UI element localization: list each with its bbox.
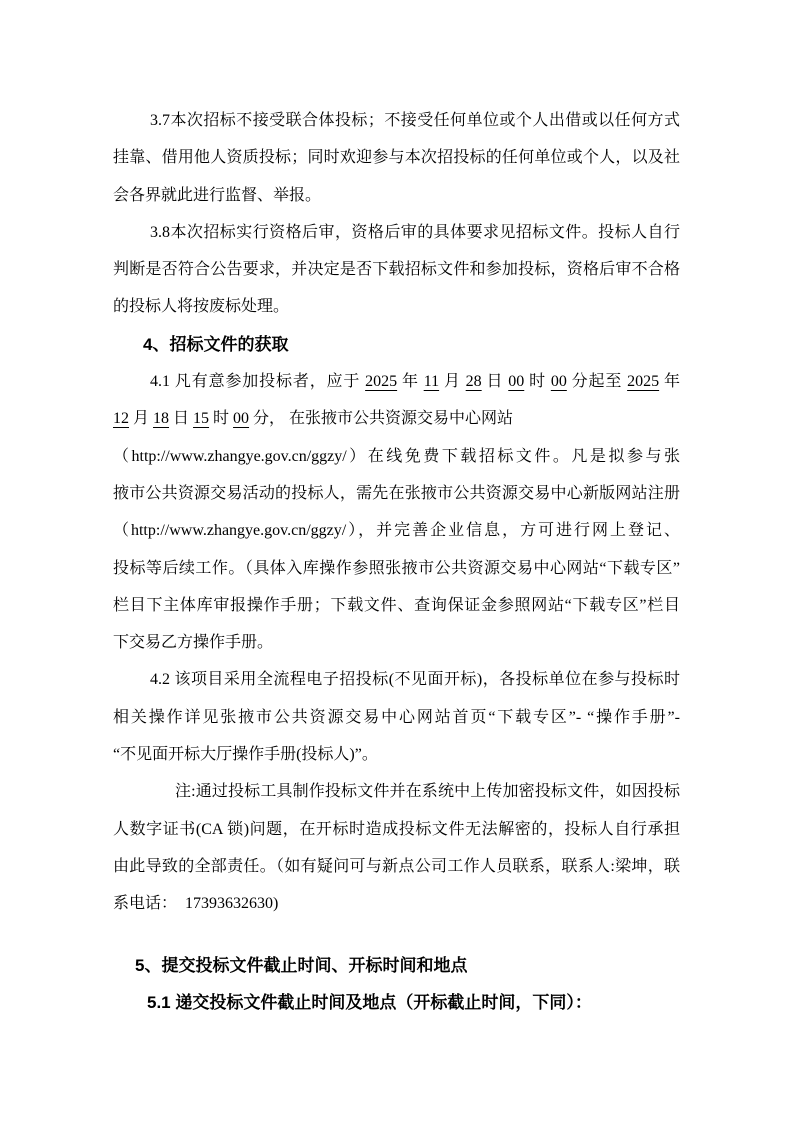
text-segment: “不见面开标大厅操作手册(投标人)”。 bbox=[113, 746, 378, 764]
text-segment: 时 bbox=[524, 373, 551, 391]
text-line bbox=[113, 885, 680, 922]
underlined-value: 2025 bbox=[627, 373, 660, 391]
text-segment: 的投标人将按废标处理。 bbox=[113, 298, 290, 316]
text-segment: 年 bbox=[659, 373, 680, 391]
text-segment: 人数字证书(CA 锁)问题，在开标时造成投标文件无法解密的，投标人自行承担 bbox=[113, 820, 680, 838]
text-line bbox=[113, 984, 680, 1021]
text-segment: 由此导致的全部责任。（如有疑问可与新点公司工作人员联系，联系人:梁坤，联 bbox=[113, 857, 680, 875]
underlined-value: 2025 bbox=[365, 373, 398, 391]
text-segment: 时 bbox=[209, 410, 234, 428]
paragraph-3-8 bbox=[113, 214, 680, 326]
paragraph-4-1 bbox=[113, 363, 680, 661]
text-line bbox=[113, 326, 680, 363]
heading-5 bbox=[113, 947, 680, 984]
paragraph-3-7 bbox=[113, 102, 680, 214]
text-segment: 注:通过投标工具制作投标文件并在系统中上传加密投标文件，如因投标 bbox=[175, 783, 680, 801]
text-segment: 月 bbox=[129, 410, 154, 428]
text-segment: 挂靠、借用他人资质投标；同时欢迎参与本次招投标的任何单位或个人，以及社 bbox=[113, 149, 680, 167]
text-segment: 会各界就此进行监督、举报。 bbox=[113, 186, 322, 204]
paragraph-4-2 bbox=[113, 661, 680, 773]
text-segment: 月 bbox=[439, 373, 466, 391]
text-segment: 分起至 bbox=[566, 373, 628, 391]
text-line bbox=[113, 699, 680, 736]
text-segment: 掖市公共资源交易活动的投标人，需先在张掖市公共资源交易中心新版网站注册 bbox=[113, 484, 680, 502]
underlined-value: 15 bbox=[193, 410, 210, 428]
text-line bbox=[113, 550, 680, 587]
text-line bbox=[113, 512, 680, 549]
underlined-value: 11 bbox=[423, 373, 440, 391]
text-line bbox=[113, 773, 680, 810]
text-segment: （http://www.zhangye.gov.cn/ggzy/），并完善企业信息，方可进行网上登记、 bbox=[113, 522, 680, 540]
underlined-value: 00 bbox=[233, 410, 250, 428]
text-line bbox=[113, 102, 680, 139]
text-segment: 日 bbox=[169, 410, 194, 428]
text-line bbox=[113, 214, 680, 251]
underlined-value: 00 bbox=[508, 373, 525, 391]
text-segment: 投标等后续工作。（具体入库操作参照张掖市公共资源交易中心网站“下载专区” bbox=[113, 559, 680, 577]
text-line bbox=[113, 363, 680, 400]
heading-5-1 bbox=[113, 984, 680, 1021]
underlined-value: 18 bbox=[153, 410, 170, 428]
text-segment: （http://www.zhangye.gov.cn/ggzy/）在线免费下载招标文件。凡是拟参与张 bbox=[113, 447, 680, 465]
text-segment: 5、提交投标文件截止时间、开标时间和地点 bbox=[135, 955, 468, 975]
text-line bbox=[113, 848, 680, 885]
underlined-value: 12 bbox=[113, 410, 129, 428]
text-segment: 系电话： 17393632630) bbox=[113, 895, 279, 913]
text-segment: 4、招标文件的获取 bbox=[143, 334, 289, 354]
text-segment: 3.7本次招标不接受联合体投标；不接受任何单位或个人出借或以任何方式 bbox=[150, 112, 680, 129]
note-paragraph bbox=[113, 773, 680, 922]
text-line bbox=[113, 736, 680, 773]
text-segment: 相关操作详见张掖市公共资源交易中心网站首页“下载专区”- “操作手册”- bbox=[113, 708, 680, 726]
text-segment: 年 bbox=[397, 373, 424, 391]
text-segment: 4.1 凡有意参加投标者，应于 bbox=[150, 373, 366, 391]
text-segment: 日 bbox=[481, 373, 509, 391]
text-line bbox=[113, 661, 680, 698]
text-line bbox=[113, 475, 680, 512]
text-line bbox=[113, 587, 680, 624]
text-line bbox=[113, 811, 680, 848]
text-line bbox=[113, 288, 680, 325]
heading-4 bbox=[113, 326, 680, 363]
text-line bbox=[113, 139, 680, 176]
text-segment: 栏目下主体库审报操作手册；下载文件、查询保证金参照网站“下载专区”栏目 bbox=[113, 596, 680, 614]
text-line bbox=[113, 624, 680, 661]
text-segment: 3.8本次招标实行资格后审，资格后审的具体要求见招标文件。投标人自行 bbox=[150, 223, 680, 241]
underlined-value: 00 bbox=[550, 373, 567, 391]
text-segment: 下交易乙方操作手册。 bbox=[113, 634, 274, 652]
text-segment: 5.1 递交投标文件截止时间及地点（开标截止时间，下同）： bbox=[147, 992, 592, 1012]
text-segment: 分， 在张掖市公共资源交易中心网站 bbox=[249, 410, 514, 428]
text-line bbox=[113, 947, 680, 984]
text-line bbox=[113, 400, 680, 437]
text-segment: 判断是否符合公告要求，并决定是否下载招标文件和参加投标，资格后审不合格 bbox=[113, 261, 680, 279]
text-segment: 4.2 该项目采用全流程电子招投标(不见面开标)，各投标单位在参与投标时 bbox=[150, 671, 680, 689]
text-line bbox=[113, 251, 680, 288]
underlined-value: 28 bbox=[465, 373, 482, 391]
text-line bbox=[113, 438, 680, 475]
text-line bbox=[113, 177, 680, 214]
